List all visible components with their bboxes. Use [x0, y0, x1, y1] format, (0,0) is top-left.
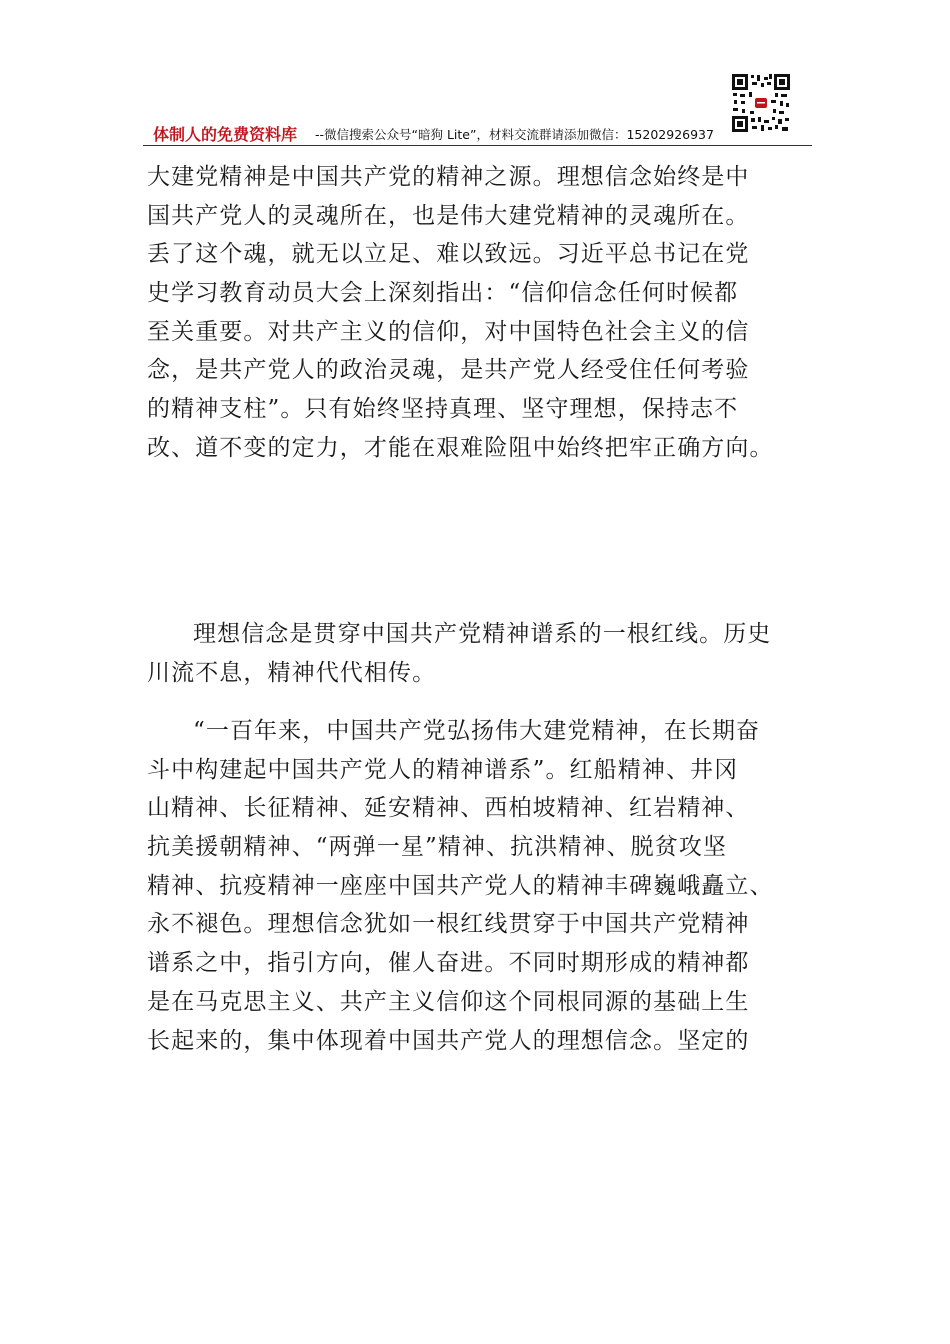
header-divider: [143, 145, 812, 146]
site-name: 体制人的免费资料库: [153, 125, 298, 144]
qr-code-icon: [731, 73, 791, 133]
text-line: 史学习教育动员大会上深刻指出：“信仰信念任何时候都: [147, 280, 739, 307]
text-line: 川流不息，精神代代相传。: [147, 659, 437, 686]
text-line: 永不褪色。理想信念犹如一根红线贯穿于中国共产党精神: [147, 911, 750, 938]
text-line: 理想信念是贯穿中国共产党精神谱系的一根红线。历史: [193, 621, 772, 647]
text-line: 抗美援朝精神、“两弹一星”精神、抗洪精神、脱贫攻坚: [147, 834, 728, 861]
paragraph-2: [147, 615, 807, 692]
text-line: 至关重要。对共产主义的信仰，对中国特色社会主义的信: [147, 318, 750, 345]
text-line: 精神、抗疫精神一座座中国共产党人的精神丰碑巍峨矗立、: [147, 872, 774, 899]
text-line: 丢了这个魂，就无以立足、难以致远。习近平总书记在党: [147, 241, 750, 268]
promo-text: --微信搜索公众号“暗狗 Lite”，材料交流群请添加微信：15202926937: [315, 127, 714, 142]
text-line: 念，是共产党人的政治灵魂，是共产党人经受住任何考验: [147, 357, 750, 384]
text-line: 是在马克思主义、共产主义信仰这个同根同源的基础上生: [147, 988, 750, 1015]
paragraph-3: [147, 712, 807, 1060]
text-line: 的精神支柱”。只有始终坚持真理、坚守理想，保持志不: [147, 396, 739, 423]
text-line: “一百年来，中国共产党弘扬伟大建党精神，在长期奋: [193, 718, 761, 744]
paragraph-1: [147, 158, 807, 468]
text-line: 谱系之中，指引方向，催人奋进。不同时期形成的精神都: [147, 950, 750, 977]
text-line: 山精神、长征精神、延安精神、西柏坡精神、红岩精神、: [147, 795, 750, 822]
text-line: 斗中构建起中国共产党人的精神谱系”。红船精神、井冈: [147, 756, 739, 783]
text-line: 改、道不变的定力，才能在艰难险阻中始终把牢正确方向。: [147, 434, 774, 461]
page-header: [143, 70, 812, 146]
text-line: 大建党精神是中国共产党的精神之源。理想信念始终是中: [147, 164, 750, 190]
text-line: 长起来的，集中体现着中国共产党人的理想信念。坚定的: [147, 1027, 750, 1054]
text-line: 国共产党人的灵魂所在，也是伟大建党精神的灵魂所在。: [147, 202, 750, 229]
